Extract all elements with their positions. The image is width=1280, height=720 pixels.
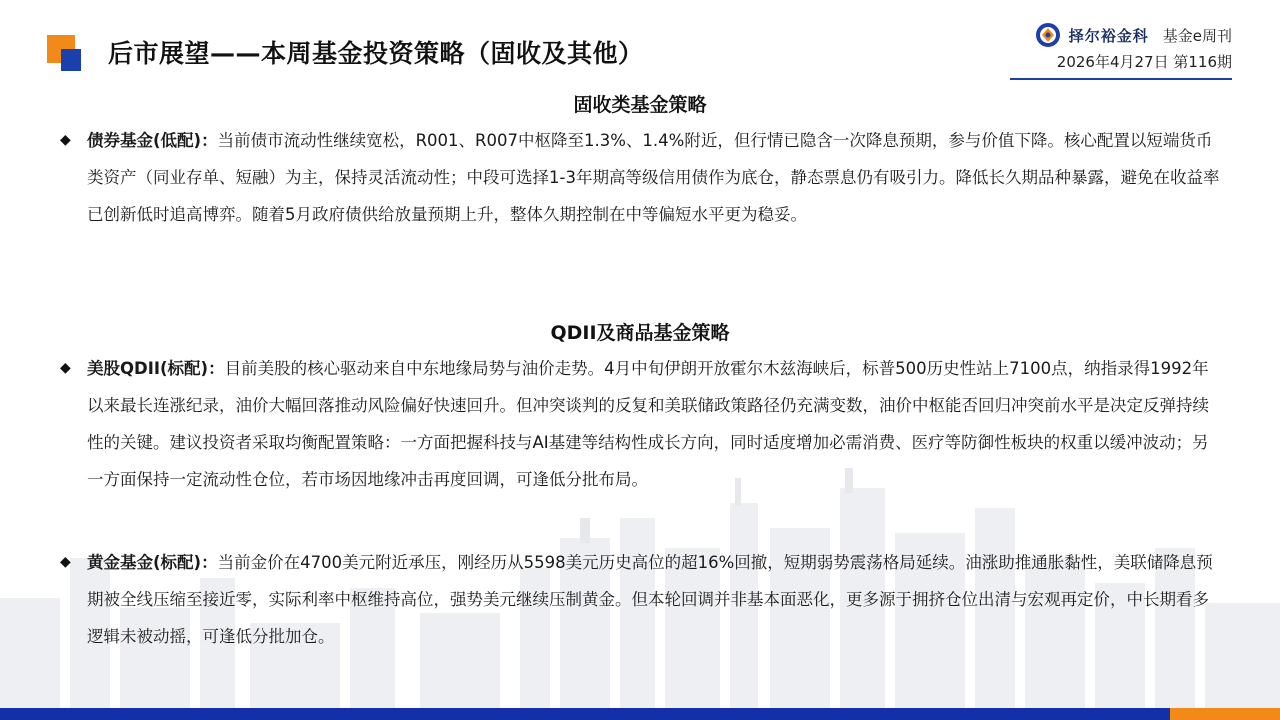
- gold-fund-paragraph: [60, 544, 1220, 655]
- diamond-bullet-icon: ◆: [60, 360, 71, 376]
- blue-square-decor: [61, 49, 81, 71]
- bond-fund-lead: 债券基金(低配)：: [87, 131, 218, 150]
- title-logo-mark: [47, 35, 81, 73]
- diamond-bullet-icon: ◆: [60, 554, 71, 570]
- diamond-bullet-icon: ◆: [60, 132, 71, 148]
- header-divider: [1010, 78, 1232, 80]
- section-title-qdii-commodity: QDII及商品基金策略: [550, 322, 730, 344]
- footer-accent: [1170, 708, 1280, 720]
- us-qdii-body: 目前美股的核心驱动来自中东地缘局势与油价走势。4月中旬伊朗开放霍尔木兹海峡后，标普500历史性站上7100点，纳指录得1992年以来最长连涨纪录，油价大幅回落推动风险偏好快速回升。但冲突谈判的反复和美联储政策路径仍充满变数，油价中枢能否回归冲突前水平是决定反弹持续性的关键。建议投资者采取均衡配置策略：一方面把握科技与AI基建等结构性成长方向，同时适度增加必需消费、医疗等防御性板块的权重以缓冲波动；另一方面保持一定流动性仓位，若市场因地缘冲击再度回调，可逢低分批布局。: [87, 359, 1209, 489]
- publication-name: 基金e周刊: [1162, 26, 1232, 45]
- page-title: 后市展望——本周基金投资策略（固收及其他）: [108, 39, 644, 68]
- gold-fund-lead: 黄金基金(标配)：: [87, 553, 218, 572]
- footer-bar: [0, 708, 1280, 720]
- bond-fund-paragraph: [60, 122, 1220, 233]
- us-qdii-lead: 美股QDII(标配)：: [87, 359, 225, 378]
- gold-fund-body: 当前金价在4700美元附近承压，刚经历从5598美元历史高位的超16%回撤，短期弱势震荡格局延续。油涨助推通胀黏性，美联储降息预期被全线压缩至接近零，实际利率中枢维持高位，强势美元继续压制黄金。但本轮回调并非基本面恶化，更多源于拥挤仓位出清与宏观再定价，中长期看多逻辑未被动摇，可逢低分批加仓。: [87, 553, 1213, 646]
- header-brand-block: [1035, 20, 1232, 72]
- brand-name: 择尔裕金科: [1068, 26, 1149, 45]
- bond-fund-body: 当前债市流动性继续宽松，R001、R007中枢降至1.3%、1.4%附近，但行情已隐含一次降息预期，参与价值下降。核心配置以短端货币类资产（同业存单、短融）为主，保持灵活流动性；中段可选择1-3年期高等级信用债作为底仓，静态票息仍有吸引力。降低长久期品种暴露，避免在收益率已创新低时追高博弈。随着5月政府债供给放量预期上升，整体久期控制在中等偏短水平更为稳妥。: [87, 131, 1220, 224]
- brand-logo-icon: [1035, 22, 1061, 48]
- section-title-fixed-income: 固收类基金策略: [573, 94, 707, 116]
- us-qdii-paragraph: [60, 350, 1220, 498]
- issue-date: 2026年4月27日 第116期: [1056, 53, 1232, 71]
